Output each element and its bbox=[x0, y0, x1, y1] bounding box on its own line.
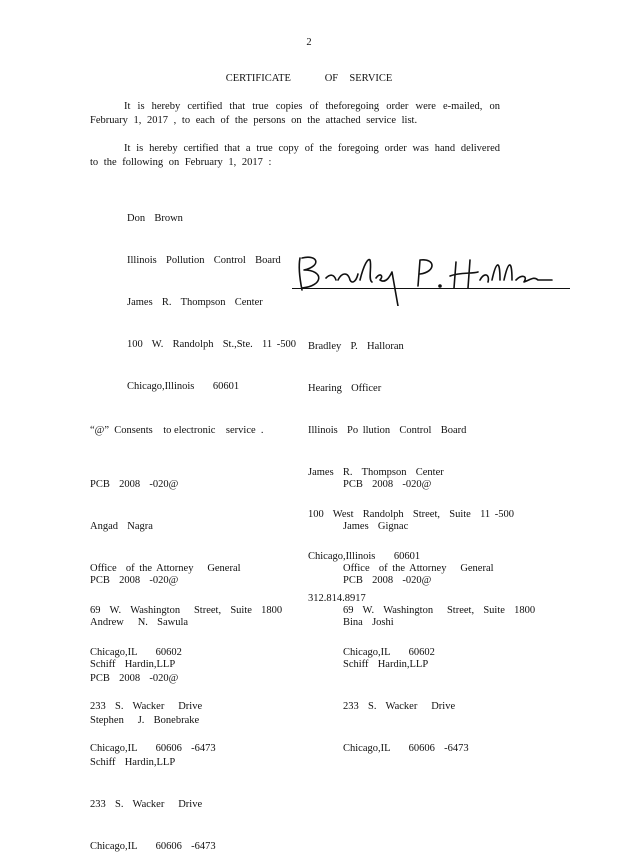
entry-line: Chicago,IL 60602 bbox=[90, 647, 182, 658]
entry-line: Chicago,IL 60606 -6473 bbox=[90, 743, 216, 754]
entry-line: Bina Joshi bbox=[343, 617, 394, 628]
entry-line: PCB 2008 -020@ bbox=[343, 575, 432, 586]
paragraph-hand-delivery-text: It is hereby certified that a true copy of the foregoing order was hand delivered to the following on February 1, 2017 : bbox=[90, 143, 500, 168]
service-list-entry bbox=[90, 644, 216, 868]
entry-line: PCB 2008 -020@ bbox=[90, 479, 179, 490]
entry-line: PCB 2008 -020@ bbox=[90, 673, 179, 684]
entry-line: Chicago,IL 60606 -6473 bbox=[90, 841, 216, 852]
address-line: Illinois Pollution Control Board bbox=[127, 255, 281, 266]
entry-line: PCB 2008 -020@ bbox=[90, 575, 179, 586]
entry-line: Stephen J. Bonebrake bbox=[90, 715, 200, 726]
handwritten-signature bbox=[290, 250, 580, 306]
entry-line: Andrew N. Sawula bbox=[90, 617, 189, 628]
paragraph-email-service bbox=[90, 100, 500, 128]
entry-line: 69 W. Washington Street, Suite 1800 bbox=[343, 605, 536, 616]
delivery-recipient-address bbox=[127, 184, 296, 408]
entry-line: 233 S. Wacker Drive bbox=[90, 799, 203, 810]
signer-line: Chicago,Illinois 60601 bbox=[308, 551, 421, 562]
entry-line: Chicago,IL 60602 bbox=[343, 647, 435, 658]
entry-line: 233 S. Wacker Drive bbox=[90, 701, 203, 712]
page-number: 2 bbox=[306, 37, 312, 48]
signer-line: 100 West Randolph Street, Suite 11 -500 bbox=[308, 509, 515, 520]
entry-line: Schiff Hardin,LLP bbox=[90, 659, 176, 670]
document-title: CERTIFICATE OF SERVICE bbox=[225, 73, 393, 84]
signer-line: 312.814.8917 bbox=[308, 593, 366, 604]
address-line: Chicago,Illinois 60601 bbox=[127, 381, 240, 392]
entry-line: 233 S. Wacker Drive bbox=[343, 701, 456, 712]
entry-line: Schiff Hardin,LLP bbox=[343, 659, 429, 670]
address-line: James R. Thompson Center bbox=[127, 297, 263, 308]
paragraph-email-text: It is hereby certified that true copies of theforegoing order were e-mailed, on February 1, 2017 , to each of the persons on the attached service list. bbox=[90, 101, 500, 126]
entry-line: Angad Nagra bbox=[90, 521, 153, 532]
entry-line: PCB 2008 -020@ bbox=[343, 479, 432, 490]
signer-line: Hearing Officer bbox=[308, 383, 382, 394]
electronic-consent-note: “@” Consents to electronic service . bbox=[90, 425, 264, 436]
paragraph-hand-delivery bbox=[90, 142, 500, 170]
entry-line: 69 W. Washington Street, Suite 1800 bbox=[90, 605, 283, 616]
signer-line: Illinois Po llution Control Board bbox=[308, 425, 467, 436]
signature-underline bbox=[292, 288, 570, 289]
signer-line: Bradley P. Halloran bbox=[308, 341, 404, 352]
signer-line: James R. Thompson Center bbox=[308, 467, 444, 478]
service-list-entry bbox=[343, 546, 469, 770]
entry-line: Office of the Attorney General bbox=[343, 563, 494, 574]
entry-line: Chicago,IL 60606 -6473 bbox=[343, 743, 469, 754]
entry-line: Schiff Hardin,LLP bbox=[90, 757, 176, 768]
entry-line: Office of the Attorney General bbox=[90, 563, 241, 574]
entry-line: James Gignac bbox=[343, 521, 409, 532]
address-line: Don Brown bbox=[127, 213, 183, 224]
address-line: 100 W. Randolph St.,Ste. 11 -500 bbox=[127, 339, 296, 350]
